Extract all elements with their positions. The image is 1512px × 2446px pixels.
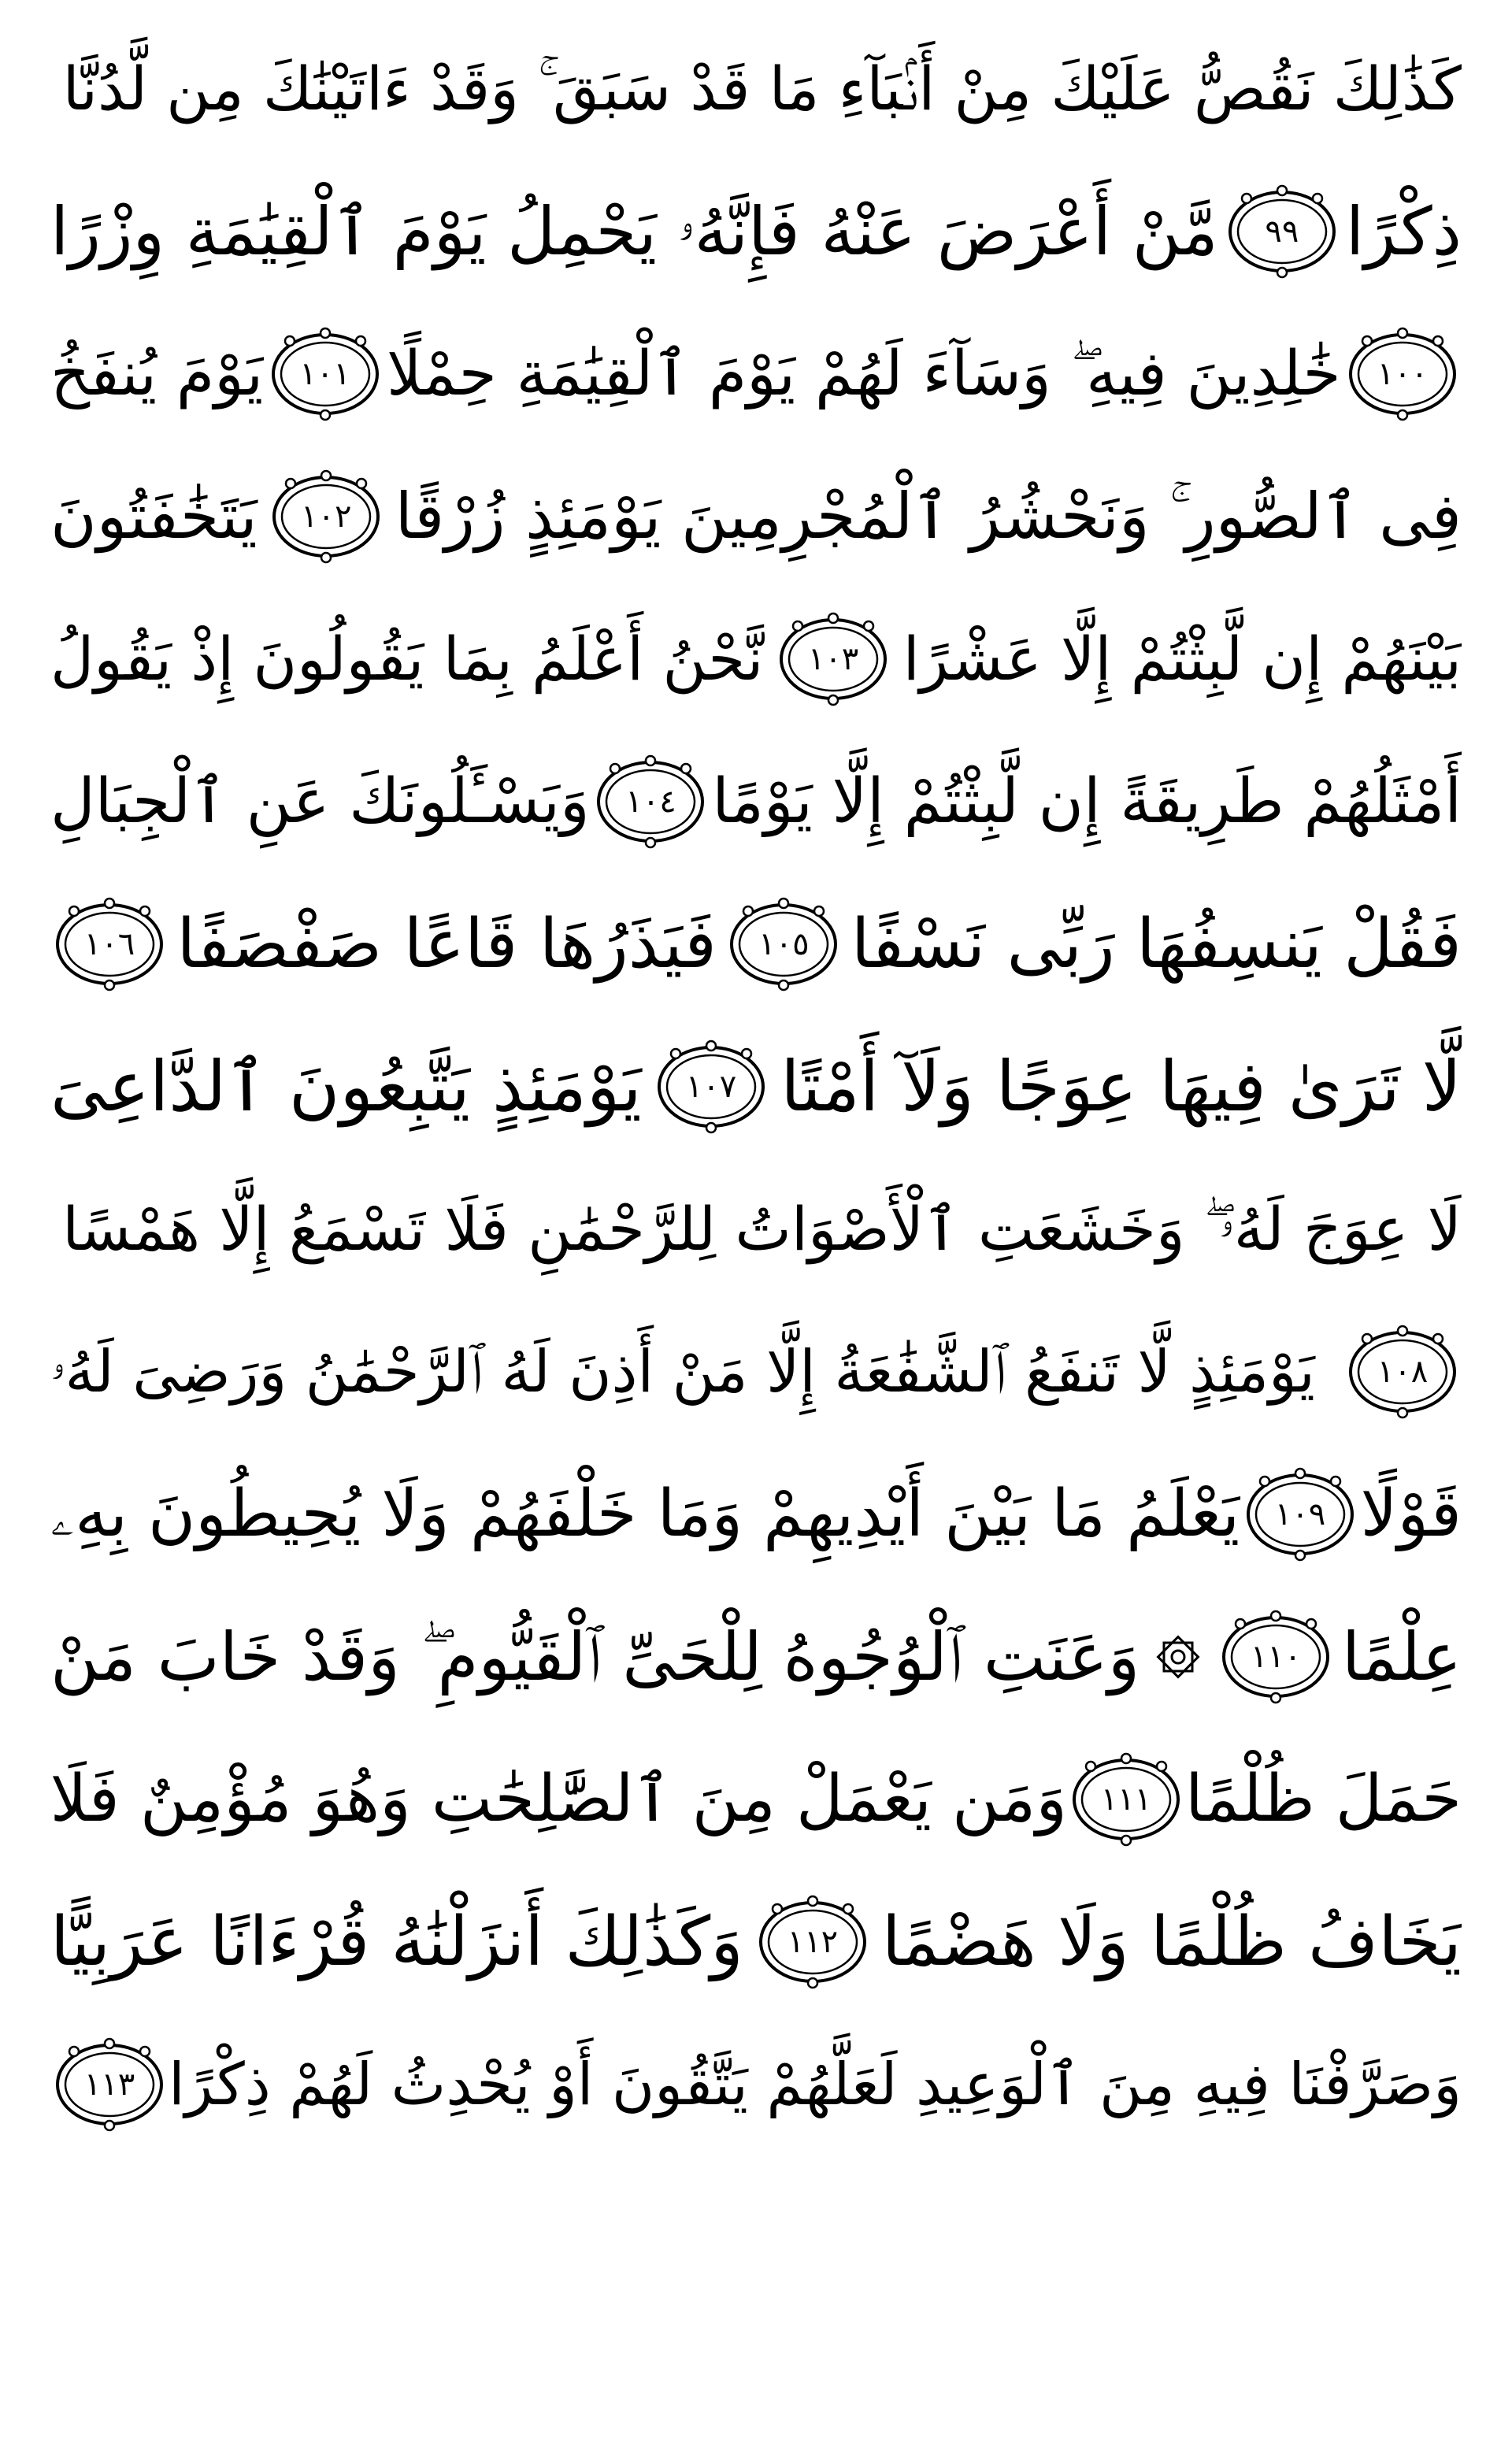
verse-text: فِى ٱلصُّورِ ۚ وَنَحْشُرُ ٱلْمُجْرِمِينَ يَوْمَئِذٍ زُرْقًا bbox=[395, 479, 1462, 553]
ayah-number: ٩٩ bbox=[1265, 213, 1299, 250]
ayah-number: ١٠٣ bbox=[807, 640, 859, 677]
verse-line bbox=[50, 873, 1462, 1015]
verse-text: مَّنْ أَعْرَضَ عَنْهُ فَإِنَّهُۥ يَحْمِلُ يَوْمَ ٱلْقِيَٰمَةِ وِزْرًا bbox=[50, 192, 1218, 270]
ayah-number: ١٠٦ bbox=[83, 925, 135, 962]
verse-text: لَّا تَرَىٰ فِيهَا عِوَجًا وَلَآ أَمْتًا bbox=[780, 1045, 1462, 1127]
verse-text: وَعَنَتِ ٱلْوُجُوهُ لِلْحَىِّ ٱلْقَيُّومِ ۖ وَقَدْ خَابَ مَنْ bbox=[50, 1618, 1140, 1696]
verse-text: يَعْلَمُ مَا بَيْنَ أَيْدِيهِمْ وَمَا خَلْفَهُمْ وَلَا يُحِيطُونَ بِهِۦ bbox=[50, 1476, 1240, 1551]
verse-text: يَوْمَ يُنفَخُ bbox=[50, 338, 264, 410]
ayah-number: ١١٢ bbox=[787, 1923, 839, 1960]
verse-line bbox=[50, 1443, 1462, 1585]
verse-line bbox=[50, 1728, 1462, 1870]
verse-line bbox=[50, 1870, 1462, 2013]
ayah-end-marker bbox=[652, 1040, 770, 1134]
verse-line bbox=[50, 1158, 1462, 1300]
verse-text: يَوْمَئِذٍ يَتَّبِعُونَ ٱلدَّاعِىَ bbox=[50, 1045, 642, 1127]
verse-line bbox=[50, 1015, 1462, 1158]
verse-text: كَذَٰلِكَ نَقُصُّ عَلَيْكَ مِنْ أَنۢبَآءِ مَا قَدْ سَبَقَ ۚ وَقَدْ ءَاتَيْنَٰكَ مِن لَّدُنَّا bbox=[62, 53, 1462, 124]
ayah-end-marker bbox=[1217, 1610, 1335, 1704]
ayah-number: ١٠٩ bbox=[1274, 1495, 1326, 1532]
verse-text: قَوْلًا bbox=[1360, 1476, 1462, 1551]
ayah-end-marker bbox=[1241, 1467, 1359, 1562]
verse-text: وَمَن يَعْمَلْ مِنَ ٱلصَّٰلِحَٰتِ وَهُوَ مُؤْمِنٌ فَلَا bbox=[50, 1761, 1067, 1836]
ayah-number: ١٠٧ bbox=[685, 1068, 737, 1105]
verse-text: عِلْمًا bbox=[1341, 1618, 1462, 1696]
verse-text: نَّحْنُ أَعْلَمُ بِمَا يَقُولُونَ إِذْ يَقُولُ bbox=[50, 623, 764, 694]
verse-text: بَيْنَهُمْ إِن لَّبِثْتُمْ إِلَّا عَشْرًا bbox=[902, 623, 1462, 694]
ayah-end-marker bbox=[1343, 1325, 1462, 1419]
ayah-end-marker bbox=[1067, 1752, 1185, 1847]
ayah-end-marker bbox=[774, 612, 892, 706]
verse-text: ذِكْرًا bbox=[1345, 192, 1462, 270]
mushaf-page bbox=[50, 0, 1462, 2446]
ayah-number: ١١٠ bbox=[1250, 1638, 1302, 1675]
ayah-number: ١٠٥ bbox=[758, 925, 810, 962]
rub-el-hizb-icon bbox=[1147, 1614, 1210, 1700]
ayah-number: ١٠٠ bbox=[1377, 355, 1429, 392]
verse-text: لَا عِوَجَ لَهُۥ ۖ وَخَشَعَتِ ٱلْأَصْوَاتُ لِلرَّحْمَٰنِ فَلَا تَسْمَعُ إِلَّا هَمْسًا bbox=[62, 1193, 1462, 1264]
ayah-number: ١٠٢ bbox=[300, 498, 352, 535]
verse-text: وَيَسْـَٔلُونَكَ عَنِ ٱلْجِبَالِ bbox=[50, 765, 590, 837]
verse-line bbox=[50, 445, 1462, 587]
verse-text: يَوْمَئِذٍ لَّا تَنفَعُ ٱلشَّفَٰعَةُ إِلَّا مَنْ أَذِنَ لَهُ ٱلرَّحْمَٰنُ وَرَضِىَ لَهُۥ bbox=[50, 1337, 1315, 1406]
ayah-number: ١٠٨ bbox=[1377, 1353, 1429, 1390]
ayah-end-marker bbox=[1343, 327, 1462, 421]
verse-line bbox=[50, 160, 1462, 302]
ayah-end-marker bbox=[754, 1895, 872, 1989]
verse-text: فَيَذَرُهَا قَاعًا صَفْصَفًا bbox=[176, 904, 717, 984]
verse-text: يَخَافُ ظُلْمًا وَلَا هَضْمًا bbox=[881, 1902, 1462, 1981]
verse-text: حَمَلَ ظُلْمًا bbox=[1184, 1761, 1462, 1836]
ayah-end-marker bbox=[267, 469, 385, 564]
ayah-end-marker bbox=[266, 327, 384, 421]
verse-line bbox=[50, 2013, 1462, 2155]
ayah-number: ١١٣ bbox=[83, 2066, 135, 2103]
ayah-end-marker bbox=[591, 754, 710, 849]
ayah-number: ١٠١ bbox=[299, 355, 350, 392]
verse-line bbox=[50, 17, 1462, 160]
ayah-number: ١٠٤ bbox=[625, 783, 676, 820]
verse-text: وَكَذَٰلِكَ أَنزَلْنَٰهُ قُرْءَانًا عَرَبِيًّا bbox=[50, 1902, 743, 1981]
ayah-end-marker bbox=[50, 2037, 169, 2132]
verse-text: أَمْثَلُهُمْ طَرِيقَةً إِن لَّبِثْتُمْ إِلَّا يَوْمًا bbox=[712, 765, 1462, 837]
verse-text: يَتَخَٰفَتُونَ bbox=[50, 479, 258, 553]
verse-text: فَقُلْ يَنسِفُهَا رَبِّى نَسْفًا bbox=[850, 904, 1462, 984]
verse-text: وَصَرَّفْنَا فِيهِ مِنَ ٱلْوَعِيدِ لَعَلَّهُمْ يَتَّقُونَ أَوْ يُحْدِثُ لَهُمْ ذِكْرًا bbox=[169, 2050, 1462, 2118]
verse-line bbox=[50, 587, 1462, 730]
ayah-end-marker bbox=[50, 897, 169, 991]
verse-text: خَٰلِدِينَ فِيهِ ۖ وَسَآءَ لَهُمْ يَوْمَ ٱلْقِيَٰمَةِ حِمْلًا bbox=[387, 338, 1341, 410]
verse-line bbox=[50, 1300, 1462, 1443]
ayah-end-marker bbox=[1223, 184, 1341, 279]
ayah-number: ١١١ bbox=[1100, 1781, 1152, 1818]
verse-line bbox=[50, 730, 1462, 873]
ayah-end-marker bbox=[724, 897, 843, 991]
verse-line bbox=[50, 302, 1462, 445]
verse-line bbox=[50, 1585, 1462, 1728]
